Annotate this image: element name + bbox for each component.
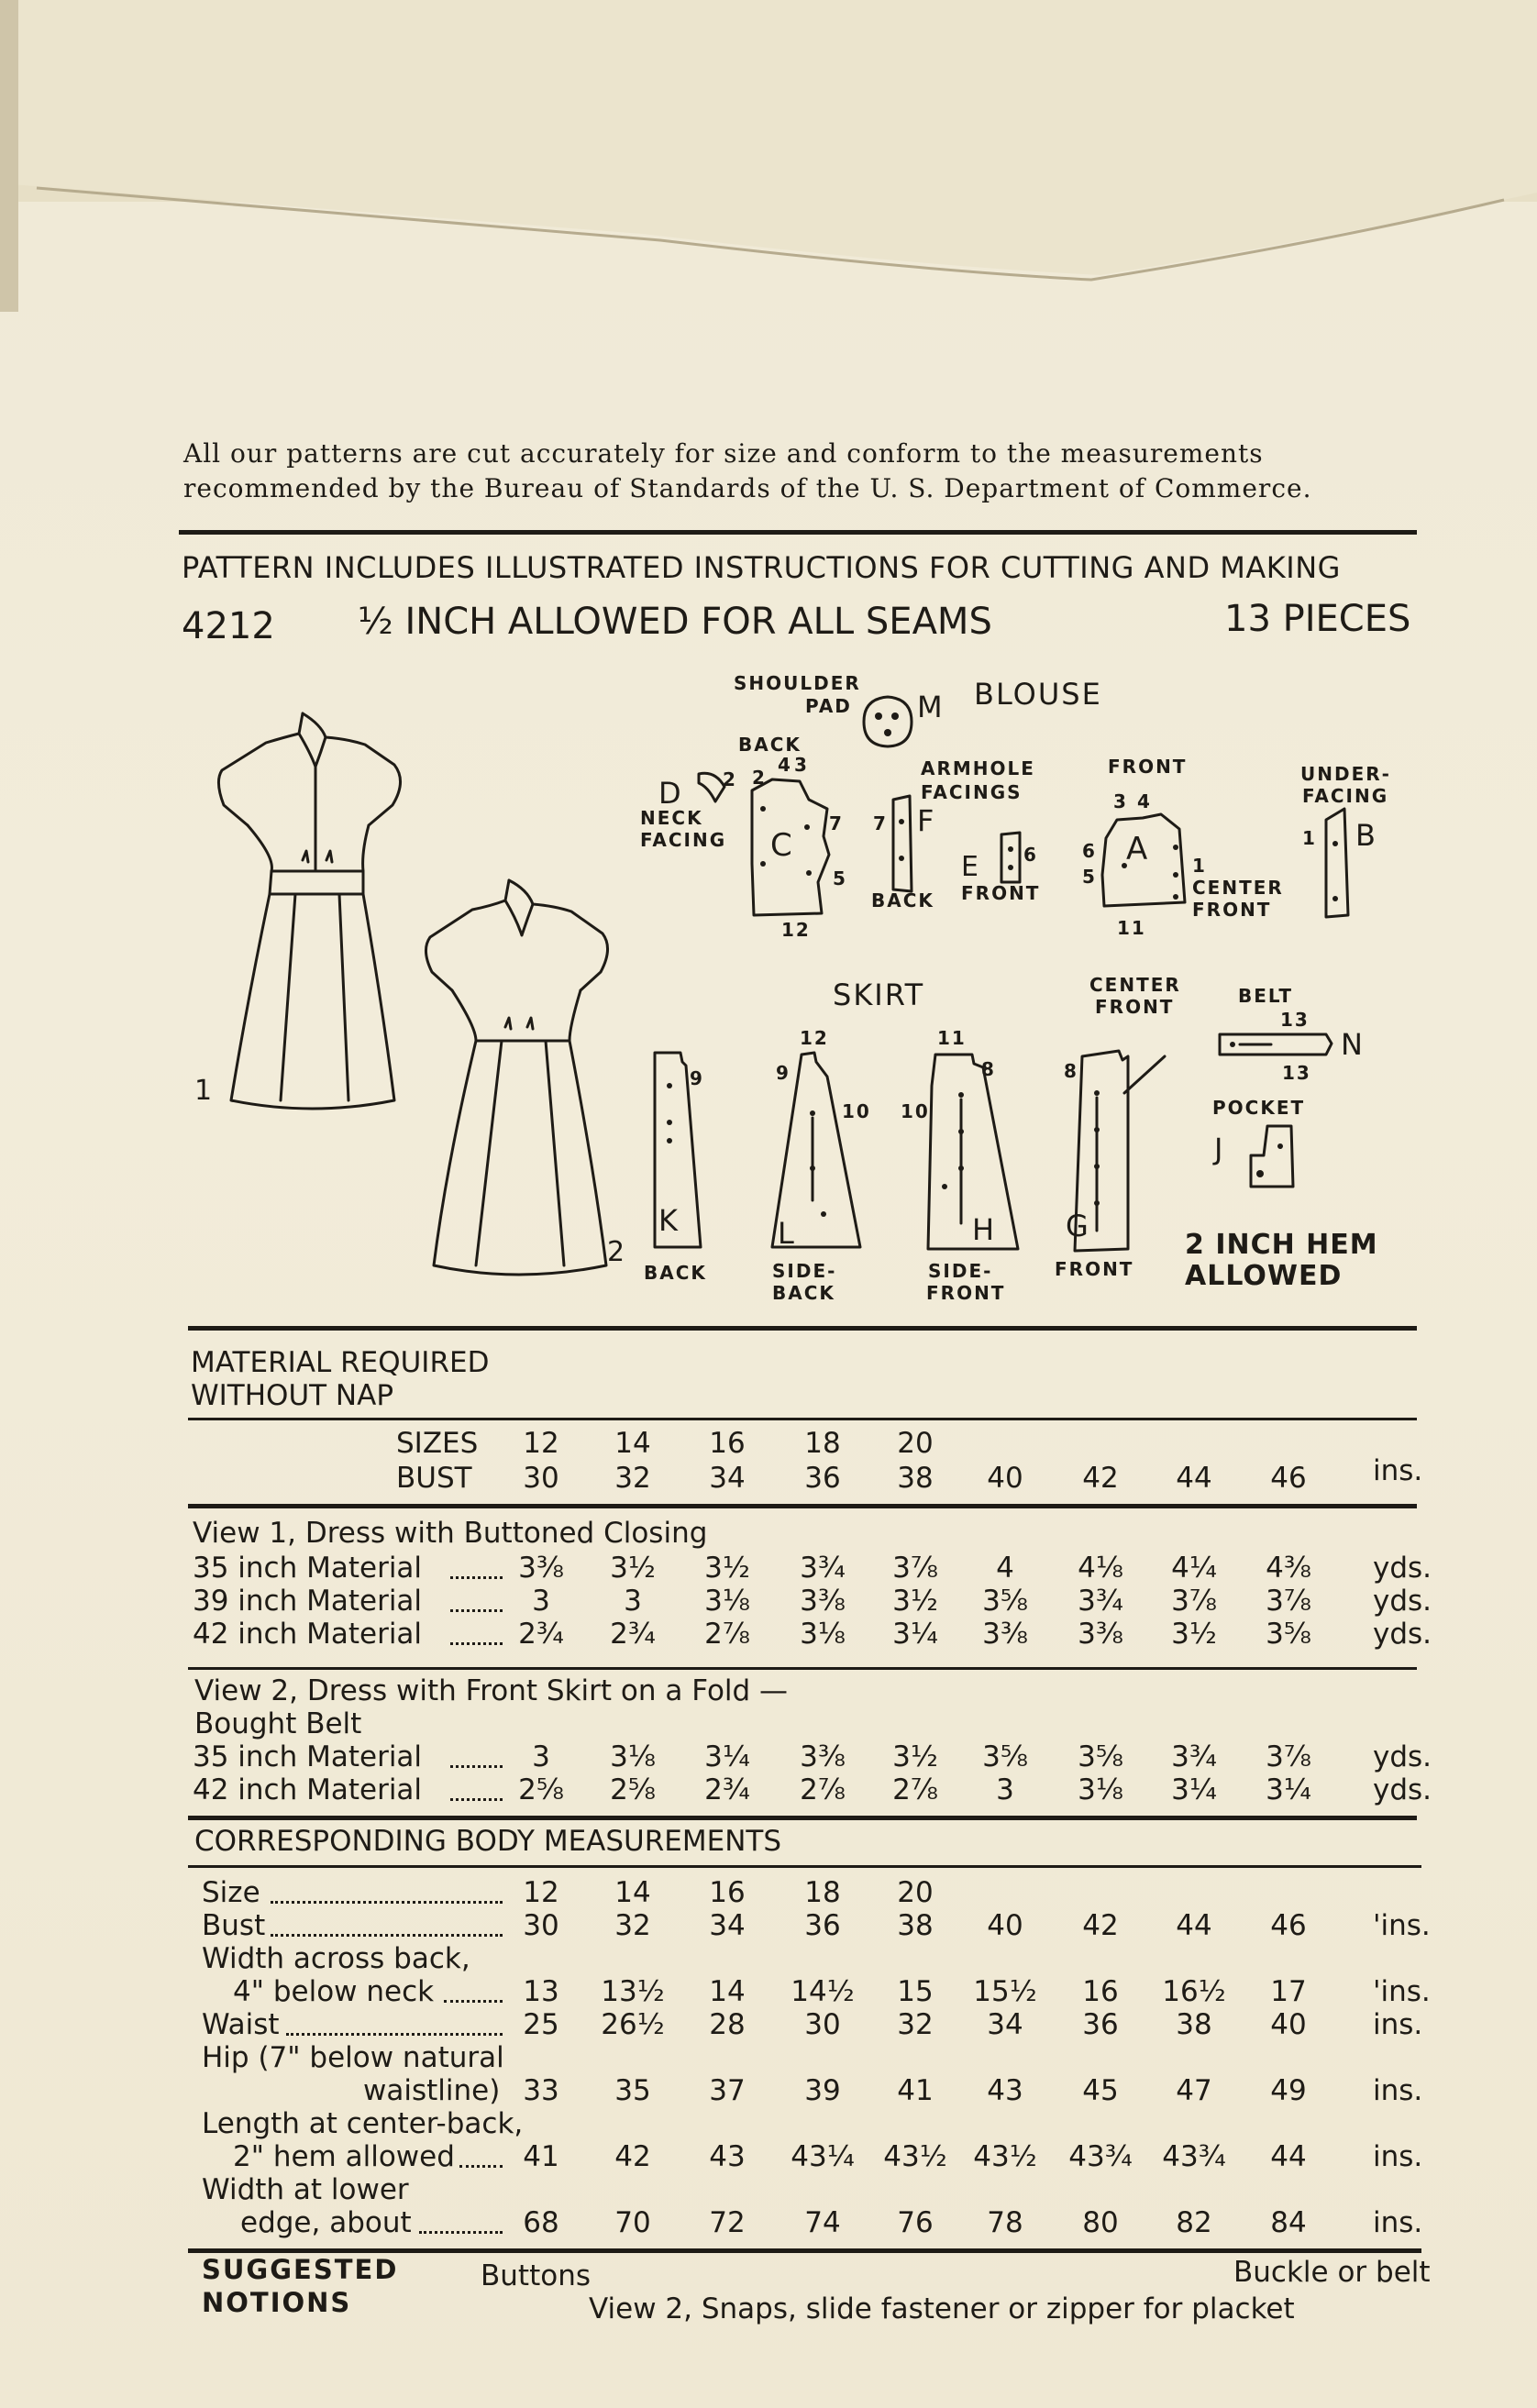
body-row-label: Size bbox=[202, 1876, 260, 1909]
measurement-cell: 45 bbox=[1082, 2074, 1119, 2107]
under-facing-piece bbox=[1321, 807, 1354, 921]
yardage-cell: 3¼ bbox=[704, 1740, 750, 1773]
measurement-cell: 17 bbox=[1270, 1975, 1307, 2008]
mark-a-5: 5 bbox=[1082, 866, 1097, 888]
facing-back-label: BACK bbox=[871, 889, 934, 911]
notions-title-2: NOTIONS bbox=[202, 2287, 352, 2318]
measurement-cell: 46 bbox=[1270, 1909, 1307, 1942]
piece-count: 13 PIECES bbox=[1224, 598, 1411, 640]
measurement-cell: 84 bbox=[1270, 2206, 1307, 2239]
measurement-cell: 43½ bbox=[973, 2140, 1037, 2173]
seam-allowance: ½ INCH ALLOWED FOR ALL SEAMS bbox=[358, 601, 992, 643]
divider bbox=[188, 1667, 1417, 1670]
measurement-cell: 20 bbox=[897, 1876, 934, 1909]
mark-d-2: 2 bbox=[723, 768, 737, 790]
skirt-center-front-label-2: FRONT bbox=[1095, 996, 1175, 1018]
yardage-cell: 3 bbox=[996, 1773, 1014, 1806]
view-1-title: View 1, Dress with Buttoned Closing bbox=[193, 1517, 708, 1550]
yardage-cell: 3 bbox=[532, 1740, 550, 1773]
measurement-cell: 41 bbox=[897, 2074, 934, 2107]
yardage-cell: 4⅜ bbox=[1266, 1552, 1311, 1585]
yardage-cell: 3⅜ bbox=[982, 1618, 1028, 1651]
measurement-cell: 82 bbox=[1176, 2206, 1212, 2239]
side-front-label-1: SIDE- bbox=[928, 1260, 993, 1282]
neck-facing-label-1: NECK bbox=[640, 807, 703, 829]
measurement-cell: 25 bbox=[523, 2008, 559, 2041]
armhole-facings-label-1: ARMHOLE bbox=[921, 757, 1035, 779]
center-front-label-1: CENTER bbox=[1192, 877, 1284, 899]
piece-letter-a: A bbox=[1126, 831, 1148, 867]
center-front-label-2: FRONT bbox=[1192, 899, 1272, 921]
body-row-label: Width at lower bbox=[202, 2173, 409, 2206]
measurement-cell: 37 bbox=[709, 2074, 746, 2107]
divider bbox=[179, 530, 1417, 535]
blouse-heading: BLOUSE bbox=[974, 677, 1102, 712]
notions-view-2: View 2, Snaps, slide fastener or zipper for placket bbox=[589, 2292, 1295, 2325]
divider bbox=[188, 1816, 1417, 1820]
size-cell: 12 bbox=[523, 1427, 559, 1460]
piece-letter-m: M bbox=[917, 690, 943, 724]
yardage-unit: yds. bbox=[1373, 1618, 1432, 1651]
yardage-cell: 3¼ bbox=[892, 1618, 938, 1651]
view-2-title: View 2, Dress with Front Skirt on a Fold — bbox=[194, 1674, 789, 1707]
leader-dots bbox=[271, 1901, 503, 1904]
measurement-cell: 44 bbox=[1270, 2140, 1307, 2173]
yardage-cell: 3⅝ bbox=[982, 1740, 1028, 1773]
yardage-cell: 3½ bbox=[892, 1585, 938, 1618]
mark-l-12: 12 bbox=[800, 1027, 829, 1049]
measurement-cell: 18 bbox=[804, 1876, 841, 1909]
measurement-cell: 43¾ bbox=[1162, 2140, 1226, 2173]
body-row-label: edge, about bbox=[240, 2206, 412, 2239]
belt-label: BELT bbox=[1238, 985, 1293, 1007]
measurement-cell: 14 bbox=[614, 1876, 651, 1909]
measurement-cell: 15 bbox=[897, 1975, 934, 2008]
mark-a-6: 6 bbox=[1082, 840, 1097, 862]
armhole-facings-label-2: FACINGS bbox=[921, 781, 1023, 803]
divider bbox=[188, 1326, 1417, 1331]
intro-line-1: All our patterns are cut accurately for size and conform to the measurements bbox=[183, 438, 1264, 469]
mark-k-9: 9 bbox=[690, 1067, 704, 1089]
measurement-cell: 40 bbox=[987, 1909, 1023, 1942]
measurement-unit: ins. bbox=[1373, 2206, 1423, 2239]
bust-cell: 36 bbox=[804, 1462, 841, 1495]
measurement-cell: 13 bbox=[523, 1975, 559, 2008]
yardage-cell: 3⅛ bbox=[1078, 1773, 1123, 1806]
leader-dots bbox=[271, 1934, 503, 1937]
envelope-flap bbox=[0, 0, 1537, 312]
view-2-subtitle: Bought Belt bbox=[194, 1707, 362, 1740]
neck-facing-label-2: FACING bbox=[640, 829, 727, 851]
measurement-cell: 70 bbox=[614, 2206, 651, 2239]
pocket-piece bbox=[1245, 1122, 1297, 1190]
measurement-cell: 42 bbox=[1082, 1909, 1119, 1942]
body-row-label: 2" hem allowed bbox=[233, 2140, 455, 2173]
mark-a-3: 3 bbox=[1113, 790, 1128, 812]
material-title-1: MATERIAL REQUIRED bbox=[191, 1346, 490, 1379]
leader-dots bbox=[444, 2000, 503, 2003]
measurement-cell: 12 bbox=[523, 1876, 559, 1909]
size-cell: 18 bbox=[804, 1427, 841, 1460]
yardage-cell: 4¼ bbox=[1171, 1552, 1217, 1585]
measurement-cell: 43¼ bbox=[791, 2140, 855, 2173]
bust-cell: 32 bbox=[614, 1462, 651, 1495]
measurement-cell: 38 bbox=[897, 1909, 934, 1942]
yardage-cell: 3⅝ bbox=[1266, 1618, 1311, 1651]
measurement-unit: 'ins. bbox=[1373, 1975, 1431, 2008]
measurement-cell: 49 bbox=[1270, 2074, 1307, 2107]
mark-h-8: 8 bbox=[981, 1058, 996, 1080]
notions-title-1: SUGGESTED bbox=[202, 2254, 399, 2285]
measurement-cell: 80 bbox=[1082, 2206, 1119, 2239]
measurement-cell: 74 bbox=[804, 2206, 841, 2239]
measurement-cell: 16½ bbox=[1162, 1975, 1226, 2008]
mark-b-1: 1 bbox=[1302, 827, 1317, 849]
mark-a-11: 11 bbox=[1117, 917, 1146, 939]
divider bbox=[188, 1865, 1421, 1868]
measurement-unit: 'ins. bbox=[1373, 1909, 1431, 1942]
material-row-label: 42 inch Material bbox=[193, 1618, 423, 1651]
bust-label: BUST bbox=[396, 1462, 472, 1495]
body-row-label: Hip (7" below natural bbox=[202, 2041, 504, 2074]
measurement-cell: 35 bbox=[614, 2074, 651, 2107]
measurement-cell: 13½ bbox=[601, 1975, 665, 2008]
measurement-cell: 38 bbox=[1176, 2008, 1212, 2041]
measurement-cell: 41 bbox=[523, 2140, 559, 2173]
body-row-label: Length at center-back, bbox=[202, 2107, 524, 2140]
measurement-cell: 44 bbox=[1176, 1909, 1212, 1942]
pocket-label: POCKET bbox=[1212, 1097, 1306, 1119]
mark-l-10: 10 bbox=[842, 1100, 871, 1122]
material-row-label: 35 inch Material bbox=[193, 1740, 423, 1773]
yardage-cell: 4⅛ bbox=[1078, 1552, 1123, 1585]
yardage-cell: 2⅝ bbox=[610, 1773, 656, 1806]
measurement-unit: ins. bbox=[1373, 2140, 1423, 2173]
measurement-cell: 72 bbox=[709, 2206, 746, 2239]
blouse-back-label: BACK bbox=[738, 734, 802, 756]
yardage-cell: 3⅝ bbox=[1078, 1740, 1123, 1773]
measurement-cell: 47 bbox=[1176, 2074, 1212, 2107]
size-cell: 14 bbox=[614, 1427, 651, 1460]
yardage-cell: 2¾ bbox=[610, 1618, 656, 1651]
mark-n-13b: 13 bbox=[1282, 1062, 1311, 1084]
yardage-cell: 3½ bbox=[610, 1552, 656, 1585]
measurement-cell: 26½ bbox=[601, 2008, 665, 2041]
instructions-heading: PATTERN INCLUDES ILLUSTRATED INSTRUCTIONS FOR CUTTING AND MAKING bbox=[182, 550, 1341, 585]
mark-c-7: 7 bbox=[829, 812, 844, 834]
yardage-cell: 3⅜ bbox=[518, 1552, 564, 1585]
measurement-cell: 30 bbox=[523, 1909, 559, 1942]
piece-letter-e: E bbox=[961, 851, 979, 883]
yardage-cell: 3⅛ bbox=[610, 1740, 656, 1773]
divider bbox=[188, 1418, 1417, 1420]
mark-h-11: 11 bbox=[937, 1027, 967, 1049]
material-title-2: WITHOUT NAP bbox=[191, 1379, 394, 1412]
bust-cell: 44 bbox=[1176, 1462, 1212, 1495]
mark-c-2: 2 bbox=[752, 767, 767, 789]
divider bbox=[188, 1504, 1417, 1508]
measurement-cell: 15½ bbox=[973, 1975, 1037, 2008]
yardage-cell: 2⅞ bbox=[704, 1618, 750, 1651]
yardage-cell: 3⅜ bbox=[800, 1740, 846, 1773]
measurement-cell: 34 bbox=[709, 1909, 746, 1942]
measurement-cell: 40 bbox=[1270, 2008, 1307, 2041]
side-back-label-1: SIDE- bbox=[772, 1260, 837, 1282]
measurement-cell: 43¾ bbox=[1068, 2140, 1133, 2173]
mark-g-8: 8 bbox=[1064, 1060, 1078, 1082]
piece-letter-f: F bbox=[917, 803, 934, 838]
yardage-unit: yds. bbox=[1373, 1585, 1432, 1618]
material-row-label: 35 inch Material bbox=[193, 1552, 423, 1585]
sizes-label: SIZES bbox=[396, 1427, 479, 1460]
leader-dots bbox=[419, 2231, 503, 2234]
view-1-number: 1 bbox=[194, 1075, 213, 1107]
piece-letter-d: D bbox=[658, 776, 681, 811]
yardage-cell: 3⅛ bbox=[800, 1618, 846, 1651]
yardage-cell: 3½ bbox=[892, 1740, 938, 1773]
yardage-cell: 3⅞ bbox=[1266, 1585, 1311, 1618]
facing-front-label: FRONT bbox=[961, 882, 1041, 904]
bust-cell: 38 bbox=[897, 1462, 934, 1495]
piece-letter-j: J bbox=[1214, 1132, 1223, 1166]
skirt-front-label: FRONT bbox=[1055, 1258, 1134, 1280]
shoulder-pad-label-1: SHOULDER bbox=[734, 672, 861, 694]
dress-view-2-illustration bbox=[417, 871, 619, 1279]
blouse-front-label: FRONT bbox=[1108, 756, 1188, 778]
measurement-cell: 39 bbox=[804, 2074, 841, 2107]
yardage-cell: 3⅞ bbox=[1171, 1585, 1217, 1618]
skirt-back-label: BACK bbox=[644, 1262, 707, 1284]
measurement-cell: 16 bbox=[709, 1876, 746, 1909]
side-front-label-2: FRONT bbox=[926, 1282, 1006, 1304]
armhole-facing-back-piece bbox=[888, 794, 915, 895]
armhole-facing-front-piece bbox=[998, 831, 1023, 886]
measurement-cell: 68 bbox=[523, 2206, 559, 2239]
dress-view-1-illustration bbox=[211, 697, 413, 1119]
measurement-cell: 36 bbox=[1082, 2008, 1119, 2041]
hem-label-2: ALLOWED bbox=[1185, 1260, 1343, 1292]
notions-buttons: Buttons bbox=[481, 2259, 591, 2292]
piece-letter-g: G bbox=[1066, 1209, 1089, 1243]
measurement-cell: 43½ bbox=[883, 2140, 947, 2173]
yardage-cell: 3⅜ bbox=[800, 1585, 846, 1618]
mark-a-4: 4 bbox=[1137, 790, 1152, 812]
measurement-cell: 32 bbox=[897, 2008, 934, 2041]
yardage-cell: 2¾ bbox=[704, 1773, 750, 1806]
side-back-label-2: BACK bbox=[772, 1282, 835, 1304]
piece-letter-l: L bbox=[778, 1216, 794, 1251]
mark-c-3: 3 bbox=[794, 754, 809, 776]
size-cell: 20 bbox=[897, 1427, 934, 1460]
piece-letter-n: N bbox=[1341, 1027, 1363, 1062]
mark-l-9: 9 bbox=[776, 1062, 791, 1084]
body-row-label: Waist bbox=[202, 2008, 280, 2041]
yardage-unit: yds. bbox=[1373, 1773, 1432, 1806]
yardage-cell: 3⅞ bbox=[1266, 1740, 1311, 1773]
yardage-cell: 3¾ bbox=[1171, 1740, 1217, 1773]
measurement-cell: 78 bbox=[987, 2206, 1023, 2239]
mark-c-5: 5 bbox=[833, 867, 847, 889]
mark-e-6: 6 bbox=[1023, 844, 1038, 866]
notions-buckle: Buckle or belt bbox=[1233, 2256, 1431, 2289]
under-facing-label-1: UNDER- bbox=[1300, 763, 1391, 785]
yardage-unit: yds. bbox=[1373, 1740, 1432, 1773]
yardage-cell: 2⅞ bbox=[800, 1773, 846, 1806]
measurement-cell: 14½ bbox=[791, 1975, 855, 2008]
measurement-cell: 30 bbox=[804, 2008, 841, 2041]
bust-cell: 40 bbox=[987, 1462, 1023, 1495]
yardage-unit: yds. bbox=[1373, 1552, 1432, 1585]
yardage-cell: 2⅞ bbox=[892, 1773, 938, 1806]
intro-line-2: recommended by the Bureau of Standards of the U. S. Department of Commerce. bbox=[183, 473, 1312, 503]
shoulder-pad-label-2: PAD bbox=[805, 695, 852, 717]
bust-cell: 34 bbox=[709, 1462, 746, 1495]
measurement-cell: 36 bbox=[804, 1909, 841, 1942]
yardage-cell: 3¾ bbox=[1078, 1585, 1123, 1618]
material-row-label: 42 inch Material bbox=[193, 1773, 423, 1806]
measurement-unit: ins. bbox=[1373, 2074, 1423, 2107]
body-row-label: waistline) bbox=[363, 2074, 501, 2107]
skirt-center-front-label-1: CENTER bbox=[1089, 974, 1181, 996]
piece-letter-k: K bbox=[658, 1203, 678, 1238]
yardage-cell: 3⅜ bbox=[1078, 1618, 1123, 1651]
yardage-cell: 3¾ bbox=[800, 1552, 846, 1585]
measurement-cell: 42 bbox=[614, 2140, 651, 2173]
measurement-cell: 76 bbox=[897, 2206, 934, 2239]
shoulder-pad-piece bbox=[860, 694, 915, 749]
yardage-cell: 3⅞ bbox=[892, 1552, 938, 1585]
skirt-heading: SKIRT bbox=[833, 978, 925, 1012]
material-row-label: 39 inch Material bbox=[193, 1585, 423, 1618]
yardage-cell: 4 bbox=[996, 1552, 1014, 1585]
yardage-cell: 3¼ bbox=[1171, 1773, 1217, 1806]
mark-h-10: 10 bbox=[901, 1100, 930, 1122]
yardage-cell: 3½ bbox=[1171, 1618, 1217, 1651]
mark-c-12: 12 bbox=[781, 919, 811, 941]
size-cell: 16 bbox=[709, 1427, 746, 1460]
yardage-cell: 3 bbox=[532, 1585, 550, 1618]
body-row-label: Width across back, bbox=[202, 1942, 470, 1975]
piece-letter-c: C bbox=[770, 827, 792, 864]
yardage-cell: 3⅛ bbox=[704, 1585, 750, 1618]
divider bbox=[188, 2248, 1421, 2253]
yardage-cell: 3 bbox=[624, 1585, 642, 1618]
mark-c-4: 4 bbox=[778, 754, 792, 776]
mark-f-7: 7 bbox=[873, 812, 888, 834]
mark-n-13a: 13 bbox=[1280, 1009, 1310, 1031]
view-2-number: 2 bbox=[607, 1236, 625, 1268]
body-measurements-title: CORRESPONDING BODY MEASUREMENTS bbox=[194, 1825, 782, 1858]
measurement-cell: 16 bbox=[1082, 1975, 1119, 2008]
yardage-cell: 2⅝ bbox=[518, 1773, 564, 1806]
measurement-cell: 33 bbox=[523, 2074, 559, 2107]
measurement-cell: 14 bbox=[709, 1975, 746, 2008]
yardage-cell: 3¼ bbox=[1266, 1773, 1311, 1806]
measurement-unit: ins. bbox=[1373, 2008, 1423, 2041]
measurement-cell: 34 bbox=[987, 2008, 1023, 2041]
measurement-cell: 28 bbox=[709, 2008, 746, 2041]
belt-piece bbox=[1216, 1029, 1335, 1060]
hem-label-1: 2 INCH HEM bbox=[1185, 1229, 1378, 1261]
bust-cell: 42 bbox=[1082, 1462, 1119, 1495]
leader-dots bbox=[286, 2033, 503, 2036]
bust-cell: 30 bbox=[523, 1462, 559, 1495]
bust-unit: ins. bbox=[1373, 1454, 1423, 1487]
under-facing-label-2: FACING bbox=[1302, 785, 1389, 807]
yardage-cell: 3½ bbox=[704, 1552, 750, 1585]
measurement-cell: 43 bbox=[987, 2074, 1023, 2107]
yardage-cell: 3⅝ bbox=[982, 1585, 1028, 1618]
mark-a-1: 1 bbox=[1192, 855, 1207, 877]
piece-letter-b: B bbox=[1355, 818, 1376, 853]
yardage-cell: 2¾ bbox=[518, 1618, 564, 1651]
bust-cell: 46 bbox=[1270, 1462, 1307, 1495]
measurement-cell: 43 bbox=[709, 2140, 746, 2173]
piece-letter-h: H bbox=[972, 1212, 995, 1247]
pattern-number: 4212 bbox=[182, 605, 275, 647]
body-row-label: 4" below neck bbox=[233, 1975, 435, 2008]
measurement-cell: 32 bbox=[614, 1909, 651, 1942]
body-row-label: Bust bbox=[202, 1909, 266, 1942]
